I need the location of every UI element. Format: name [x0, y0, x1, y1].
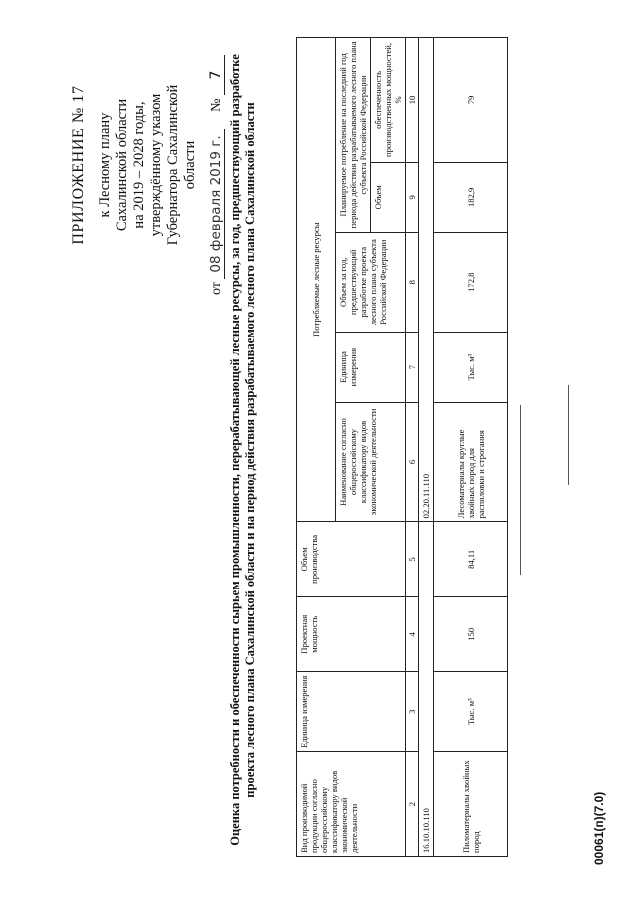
header-unit: Единица измерения — [297, 672, 406, 752]
appendix-title: ПРИЛОЖЕНИЕ № 17 — [70, 85, 87, 245]
column-number: 3 — [406, 672, 419, 752]
decree-date: 08 февраля 2019 г. — [208, 129, 225, 278]
resource-code: 02.20.11.110 — [419, 38, 434, 522]
column-number: 7 — [406, 332, 419, 402]
column-number: 10 — [406, 38, 419, 163]
cell-capacity: 150 — [434, 597, 508, 672]
divider-line — [568, 385, 569, 485]
appendix-line: Губернатора Сахалинской — [165, 84, 181, 246]
table-row — [434, 38, 508, 857]
cell-volume: 84,11 — [434, 522, 508, 597]
cell-product: Пиломатериалы хвойных пород — [434, 752, 508, 857]
decree-number: 7 — [208, 55, 225, 95]
number-label: № — [209, 98, 224, 112]
cell-resource: Лесоматериалы круглые хвойных пород для распиловки и строгания — [434, 402, 508, 522]
appendix-line: утверждённому указом — [148, 93, 164, 237]
decree-date-line — [208, 0, 225, 295]
resources-table — [296, 37, 508, 857]
appendix-line: на 2019 – 2028 годы, — [131, 101, 147, 229]
cell-plan-volume: 182,9 — [434, 162, 508, 232]
header-plan-volume: Объем — [371, 162, 406, 232]
main-title: Оценка потребности и обеспеченности сырьем промышленности, перерабатывающей лесные ресурсы, за год, предшествующий разработке проекта лесного плана Сахалинской области и на период действия разрабатываемого лесного плана Сахалинской области — [228, 54, 257, 846]
appendix-line: области — [182, 140, 198, 190]
header-planned: Планируемое потребление на последний год периода действия разрабатываемого лесного плана субъекта Российской Федерации — [336, 38, 371, 233]
header-prev-year: Объем за год, предшествующий разработке проекта лесного плана субъекта Российской Федерации — [336, 232, 406, 332]
date-prefix: от — [209, 282, 224, 295]
header-consumed: Потребляемые лесные ресурсы — [297, 38, 336, 522]
column-number: 2 — [406, 752, 419, 857]
header-product: Вид производимой продукции согласно общероссийскому классификатору видов экономической деятельности — [297, 752, 406, 857]
cell-prev-year: 172,8 — [434, 232, 508, 332]
appendix-line: к Лесному плану — [97, 112, 113, 218]
table-code-row — [419, 38, 434, 857]
header-unit2: Единица измерения — [336, 332, 406, 402]
appendix-block — [70, 35, 199, 295]
appendix-line: Сахалинской области — [114, 98, 130, 232]
header-volume: Объем производства — [297, 522, 406, 597]
table-header-row — [297, 38, 336, 857]
cell-resource-unit: Тыс. м³ — [434, 332, 508, 402]
document-code: 00061(п)(7.0) — [592, 791, 606, 865]
cell-plan-capacity: 79 — [434, 38, 508, 163]
product-code: 16.10.10.110 — [419, 522, 434, 857]
header-classifier: Наименование согласно общероссийскому классификатору видов экономической деятельности — [336, 402, 406, 522]
header-plan-capacity: обеспеченность производственных мощностей, % — [371, 38, 406, 163]
column-number: 9 — [406, 162, 419, 232]
divider-line — [520, 405, 521, 575]
column-number: 8 — [406, 232, 419, 332]
column-number: 5 — [406, 522, 419, 597]
header-capacity: Проектная мощность — [297, 597, 406, 672]
column-number-row — [406, 38, 419, 857]
column-number: 6 — [406, 402, 419, 522]
column-number: 4 — [406, 597, 419, 672]
cell-unit: Тыс. м³ — [434, 672, 508, 752]
